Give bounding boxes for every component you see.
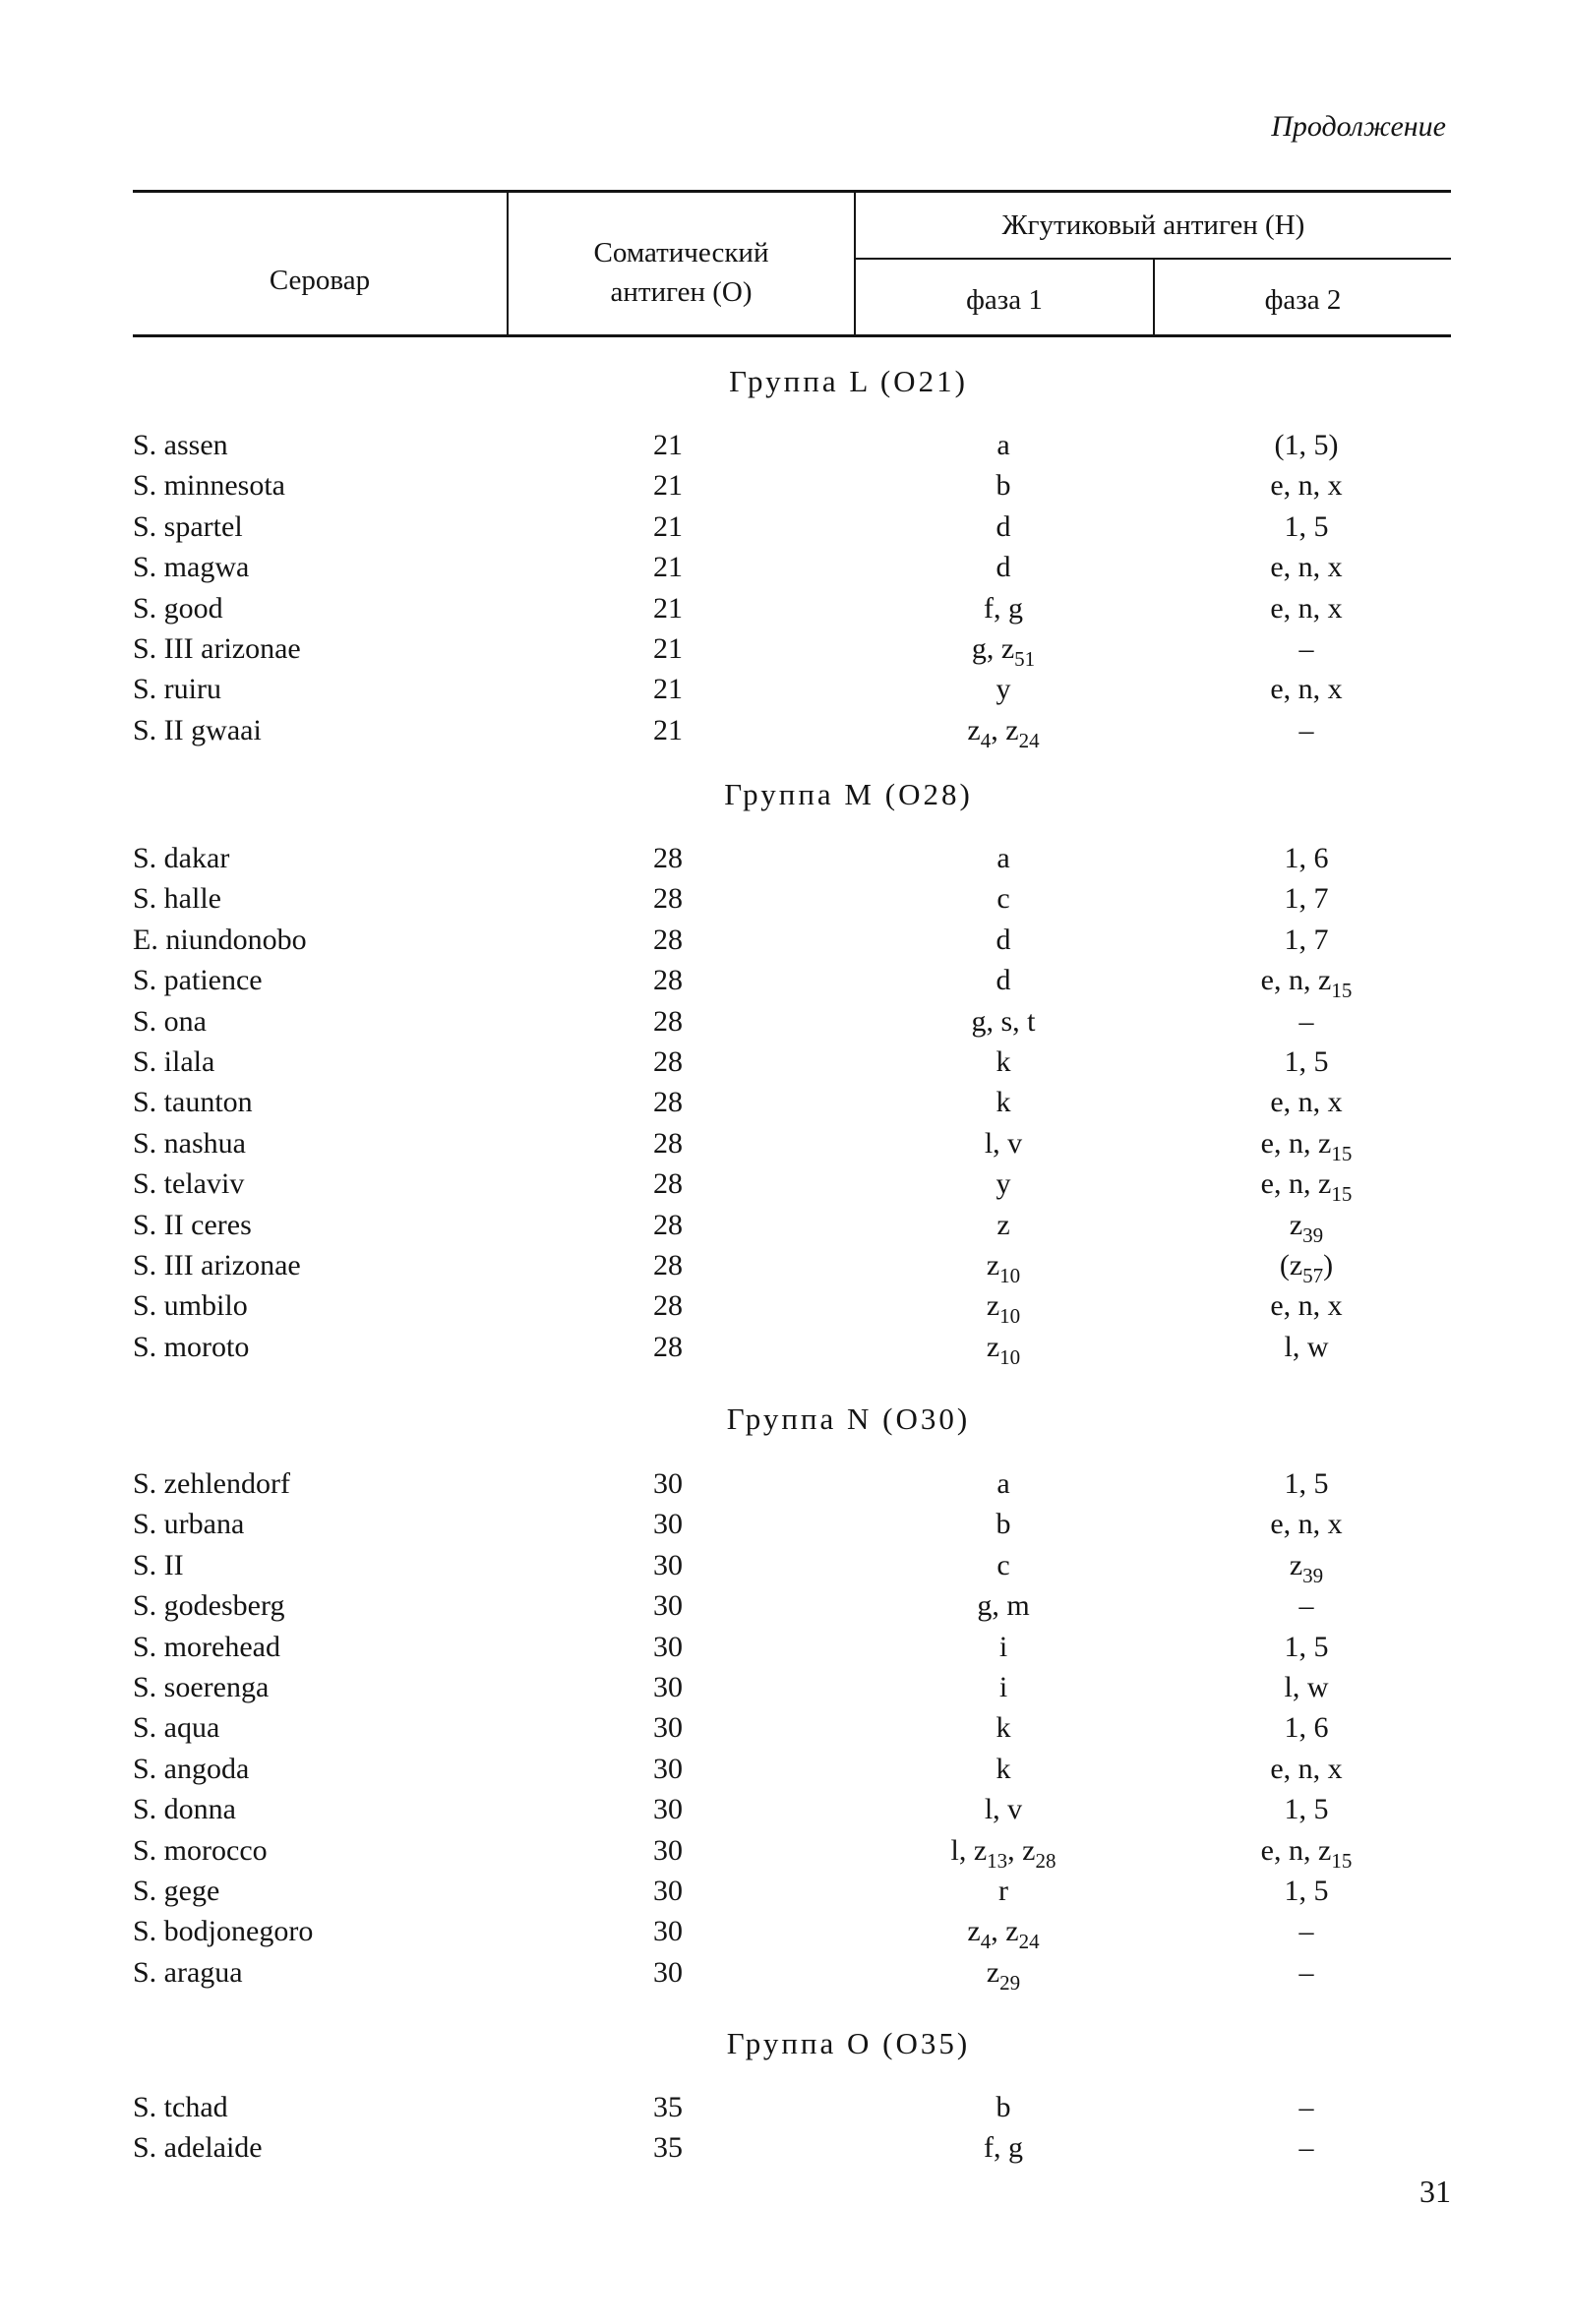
table-row: S. morocco 30 l, $z_{13}$, $z_{28}$ e, n, $z_{15}$ [133, 1834, 1353, 1873]
serovar-cell: S. assen [133, 429, 228, 461]
somatic-antigen-cell: 28 [653, 1086, 683, 1118]
table-row: S. umbilo 28 $z_{10}$ e, n, x [133, 1289, 1343, 1328]
table-row: S. aqua 30 k 1, 6 [133, 1711, 1329, 1744]
table-row: S. nashua 28 l, v e, n, $z_{15}$ [133, 1127, 1353, 1165]
header-phase2: фаза 2 [1264, 284, 1342, 316]
continuation-label: Продолжение [1271, 110, 1446, 143]
serovar-cell: S. II [133, 1549, 184, 1581]
table-row: S. aragua 30 $z_{29}$ – [133, 1956, 1314, 1995]
table-row: S. gege 30 r 1, 5 [133, 1875, 1329, 1907]
table-row: S. taunton 28 k e, n, x [133, 1086, 1343, 1118]
page-number: 31 [1419, 2174, 1451, 2209]
serovar-cell: S. III arizonae [133, 1249, 301, 1281]
somatic-antigen-cell: 28 [653, 882, 683, 915]
serovar-cell: E. niundonobo [133, 924, 307, 956]
serovar-cell: S. urbana [133, 1508, 245, 1540]
somatic-antigen-cell: 30 [653, 1793, 683, 1825]
table-row: S. ilala 28 k 1, 5 [133, 1045, 1329, 1078]
serovar-cell: S. taunton [133, 1086, 253, 1118]
serovar-cell: S. nashua [133, 1127, 246, 1160]
serovar-cell: S. aqua [133, 1711, 220, 1744]
serovar-cell: S. soerenga [133, 1671, 270, 1703]
somatic-antigen-cell: 30 [653, 1834, 683, 1867]
serovar-cell: S. gege [133, 1875, 220, 1907]
header-flagellar: Жгутиковый антиген (Н) [1001, 209, 1305, 241]
somatic-antigen-cell: 28 [653, 1331, 683, 1363]
table-row: S. II 30 c $z_{39}$ [133, 1549, 1324, 1587]
table-row: S. donna 30 l, v 1, 5 [133, 1793, 1329, 1825]
table-row: S. urbana 30 b e, n, x [133, 1508, 1343, 1540]
somatic-antigen-cell: 35 [653, 2091, 683, 2123]
table-row: E. niundonobo 28 d 1, 7 [133, 924, 1329, 956]
table-row: S. assen 21 a (1, 5) [133, 429, 1339, 461]
table-row: S. ruiru 21 y e, n, x [133, 673, 1343, 705]
table-row: S. zehlendorf 30 a 1, 5 [133, 1467, 1329, 1500]
serovar-cell: S. morehead [133, 1631, 280, 1663]
serovar-cell: S. ona [133, 1005, 207, 1038]
table-row: S. soerenga 30 i l, w [133, 1671, 1329, 1703]
serovar-cell: S. telaviv [133, 1167, 245, 1200]
serovar-cell: S. good [133, 592, 223, 625]
table-row: S. III arizonae 21 g, $z_{51}$ – [133, 632, 1314, 671]
somatic-antigen-cell: 21 [653, 510, 683, 543]
somatic-antigen-cell: 30 [653, 1915, 683, 1947]
serovar-cell: S. magwa [133, 551, 250, 583]
group-title-text: Группа М (О28) [724, 777, 973, 811]
table-row: S. patience 28 d e, n, $z_{15}$ [133, 964, 1353, 1002]
serovar-cell: S. halle [133, 882, 221, 915]
somatic-antigen-cell: 28 [653, 1289, 683, 1322]
table-row: S. angoda 30 k e, n, x [133, 1753, 1343, 1785]
table-row: S. magwa 21 d e, n, x [133, 551, 1343, 583]
group-title [0, 777, 1569, 812]
somatic-antigen-cell: 28 [653, 924, 683, 956]
serovar-cell: S. bodjonegoro [133, 1915, 314, 1947]
serovar-cell: S. godesberg [133, 1589, 285, 1622]
table-header-bottom-rule [133, 334, 1451, 337]
somatic-antigen-cell: 35 [653, 2131, 683, 2164]
somatic-antigen-cell: 21 [653, 429, 683, 461]
group-title [0, 364, 1569, 399]
somatic-antigen-cell: 21 [653, 551, 683, 583]
table-row: S. godesberg 30 g, m – [133, 1589, 1314, 1622]
somatic-antigen-cell: 28 [653, 1045, 683, 1078]
table-row: S. telaviv 28 y e, n, $z_{15}$ [133, 1167, 1353, 1206]
header-somatic-line1: Соматический [593, 237, 769, 268]
somatic-antigen-cell: 30 [653, 1589, 683, 1622]
table-top-rule [133, 190, 1451, 193]
somatic-antigen-cell: 28 [653, 1127, 683, 1160]
serovar-cell: S. tchad [133, 2091, 228, 2123]
serovar-cell: S. umbilo [133, 1289, 248, 1322]
serovar-cell: S. patience [133, 964, 263, 996]
group-title-text: Группа N (О30) [726, 1401, 971, 1436]
serovar-cell: S. dakar [133, 842, 230, 874]
table-row: S. morehead 30 i 1, 5 [133, 1631, 1329, 1663]
serovar-cell: S. II ceres [133, 1209, 252, 1241]
table-row: S. adelaide 35 f, g – [133, 2131, 1314, 2164]
serovar-cell: S. angoda [133, 1753, 250, 1785]
somatic-antigen-cell: 30 [653, 1875, 683, 1907]
table-row: S. II ceres 28 z $z_{39}$ [133, 1209, 1324, 1247]
header-somatic-line2: антиген (О) [610, 276, 753, 308]
table-row: S. II gwaai 21 $z_4$, $z_{24}$ – [133, 714, 1314, 752]
table-row: S. minnesota 21 b e, n, x [133, 469, 1343, 502]
somatic-antigen-cell: 28 [653, 964, 683, 996]
header-serovar: Серовар [269, 265, 371, 296]
table-row: S. bodjonegoro 30 $z_4$, $z_{24}$ – [133, 1915, 1314, 1953]
group-title [0, 1401, 1569, 1437]
somatic-antigen-cell: 21 [653, 673, 683, 705]
somatic-antigen-cell: 28 [653, 1249, 683, 1281]
somatic-antigen-cell: 30 [653, 1631, 683, 1663]
somatic-antigen-cell: 21 [653, 469, 683, 502]
somatic-antigen-cell: 30 [653, 1467, 683, 1500]
serovar-cell: S. aragua [133, 1956, 243, 1989]
somatic-antigen-cell: 28 [653, 1167, 683, 1200]
table-row: S. spartel 21 d 1, 5 [133, 510, 1329, 543]
somatic-antigen-cell: 30 [653, 1508, 683, 1540]
somatic-antigen-cell: 28 [653, 842, 683, 874]
table-row: S. III arizonae 28 $z_{10}$ $(z_{57})$ [133, 1249, 1334, 1287]
somatic-antigen-cell: 28 [653, 1209, 683, 1241]
table-row: S. tchad 35 b – [133, 2091, 1314, 2123]
table-row: S. good 21 f, g e, n, x [133, 592, 1343, 625]
serovar-cell: S. ruiru [133, 673, 221, 705]
table-row: S. dakar 28 a 1, 6 [133, 842, 1329, 874]
somatic-antigen-cell: 28 [653, 1005, 683, 1038]
serovar-cell: S. morocco [133, 1834, 268, 1867]
table-row: S. ona 28 g, s, t – [133, 1005, 1314, 1038]
table-row: S. halle 28 c 1, 7 [133, 882, 1329, 915]
group-title-text: Группа L (О21) [729, 364, 968, 398]
somatic-antigen-cell: 30 [653, 1711, 683, 1744]
somatic-antigen-cell: 30 [653, 1549, 683, 1581]
serovar-cell: S. III arizonae [133, 632, 301, 665]
somatic-antigen-cell: 30 [653, 1671, 683, 1703]
somatic-antigen-cell: 21 [653, 592, 683, 625]
serovar-cell: S. moroto [133, 1331, 250, 1363]
header-phase1: фаза 1 [966, 284, 1043, 316]
serovar-cell: S. spartel [133, 510, 243, 543]
serovar-cell: S. ilala [133, 1045, 215, 1078]
somatic-antigen-cell: 21 [653, 632, 683, 665]
serovar-cell: S. donna [133, 1793, 236, 1825]
somatic-antigen-cell: 21 [653, 714, 683, 746]
somatic-antigen-cell: 30 [653, 1956, 683, 1989]
serovar-cell: S. zehlendorf [133, 1467, 290, 1500]
somatic-antigen-cell: 30 [653, 1753, 683, 1785]
group-title [0, 2026, 1569, 2061]
group-title-text: Группа О (О35) [726, 2026, 971, 2060]
serovar-cell: S. minnesota [133, 469, 285, 502]
serovar-cell: S. II gwaai [133, 714, 262, 746]
serovar-cell: S. adelaide [133, 2131, 263, 2164]
table-row: S. moroto 28 $z_{10}$ l, w [133, 1331, 1329, 1369]
